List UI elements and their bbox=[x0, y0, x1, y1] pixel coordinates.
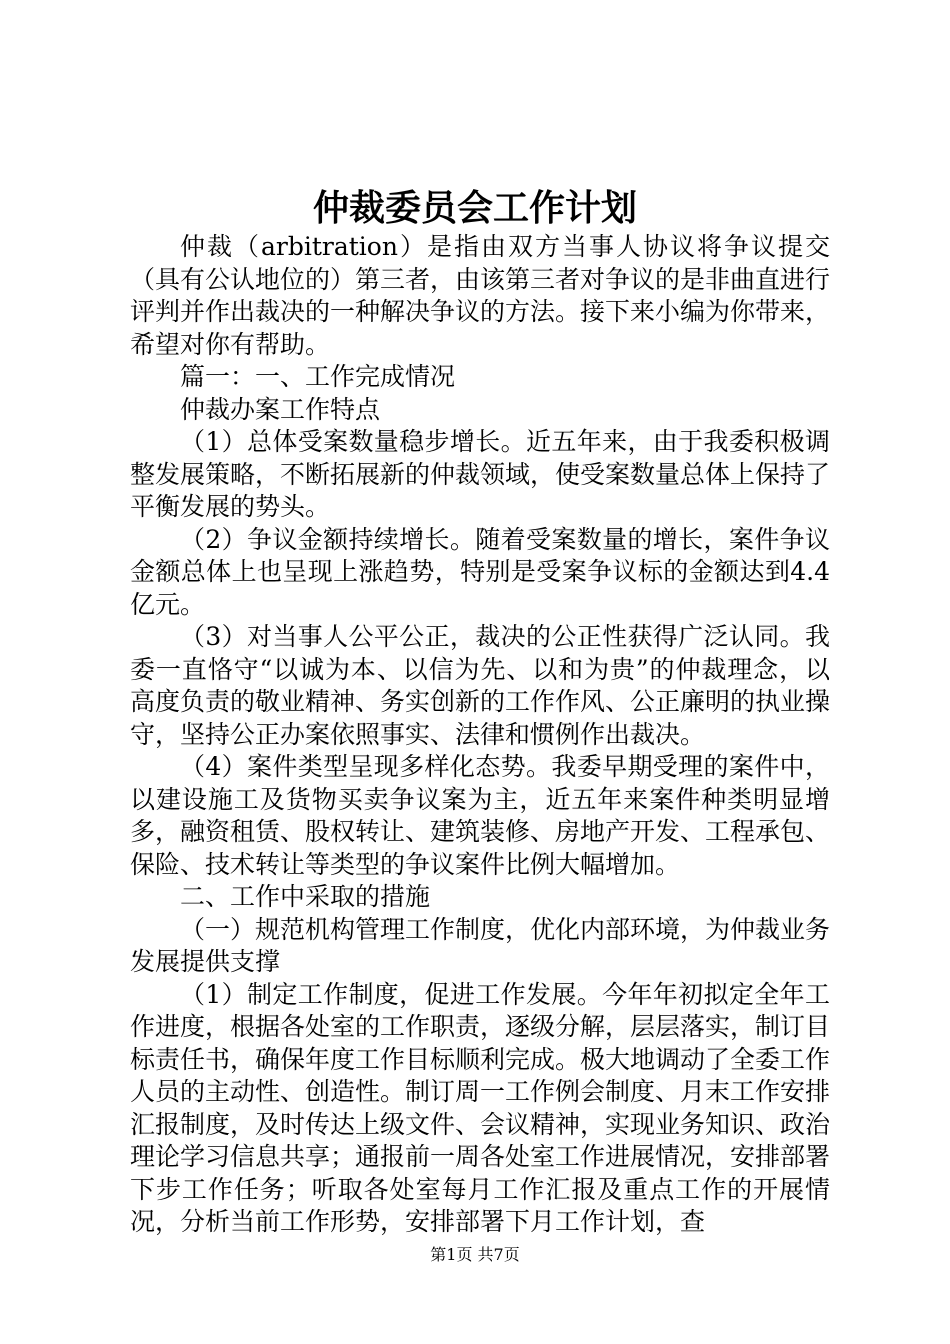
paragraph: （3）对当事人公平公正，裁决的公正性获得广泛认同。我委一直恪守“以诚为本、以信为先、以和为贵”的仲裁理念，以高度负责的敬业精神、务实创新的工作作风、公正廉明的执业操守，坚持公正办案依照事实、法律和惯例作出裁决。 bbox=[130, 622, 831, 749]
page-footer: 第1页 共7页 bbox=[430, 1245, 520, 1264]
paragraph: （1）总体受案数量稳步增长。近五年来，由于我委积极调整发展策略，不断拓展新的仲裁领域，使受案数量总体上保持了平衡发展的势头。 bbox=[130, 427, 831, 521]
paragraph: 仲裁（arbitration）是指由双方当事人协议将争议提交（具有公认地位的）第三者，由该第三者对争议的是非曲直进行评判并作出裁决的一种解决争议的方法。接下来小编为你带来，希望对你有帮助。 bbox=[130, 232, 831, 359]
document-title: 仲裁委员会工作计划 bbox=[312, 187, 637, 229]
paragraph: （1）制定工作制度，促进工作发展。今年年初拟定全年工作进度，根据各处室的工作职责，逐级分解，层层落实，制订目标责任书，确保年度工作目标顺利完成。极大地调动了全委工作人员的主动性、创造性。制订周一工作例会制度、月末工作安排汇报制度，及时传达上级文件、会议精神，实现业务知识、政治理论学习信息共享；通报前一周各处室工作进展情况，安排部署下步工作任务；听取各处室每月工作汇报及重点工作的开展情况，分析当前工作形势，安排部署下月工作计划，查 bbox=[130, 979, 831, 1236]
paragraph: （2）争议金额持续增长。随着受案数量的增长，案件争议金额总体上也呈现上涨趋势，特别是受案争议标的金额达到4.4亿元。 bbox=[130, 524, 830, 619]
paragraph: 篇一：一、工作完成情况 bbox=[180, 362, 456, 391]
paragraph: （一）规范机构管理工作制度，优化内部环境，为仲裁业务发展提供支撑 bbox=[130, 914, 831, 976]
paragraph: 二、工作中采取的措施 bbox=[180, 882, 431, 911]
paragraph: 仲裁办案工作特点 bbox=[180, 394, 381, 424]
document-body bbox=[130, 231, 830, 1239]
paragraph: （4）案件类型呈现多样化态势。我委早期受理的案件中，以建设施工及货物买卖争议案为主，近五年来案件种类明显增多，融资租赁、股权转让、建筑装修、房地产开发、工程承包、保险、技术转让等类型的争议案件比例大幅增加。 bbox=[130, 752, 831, 879]
